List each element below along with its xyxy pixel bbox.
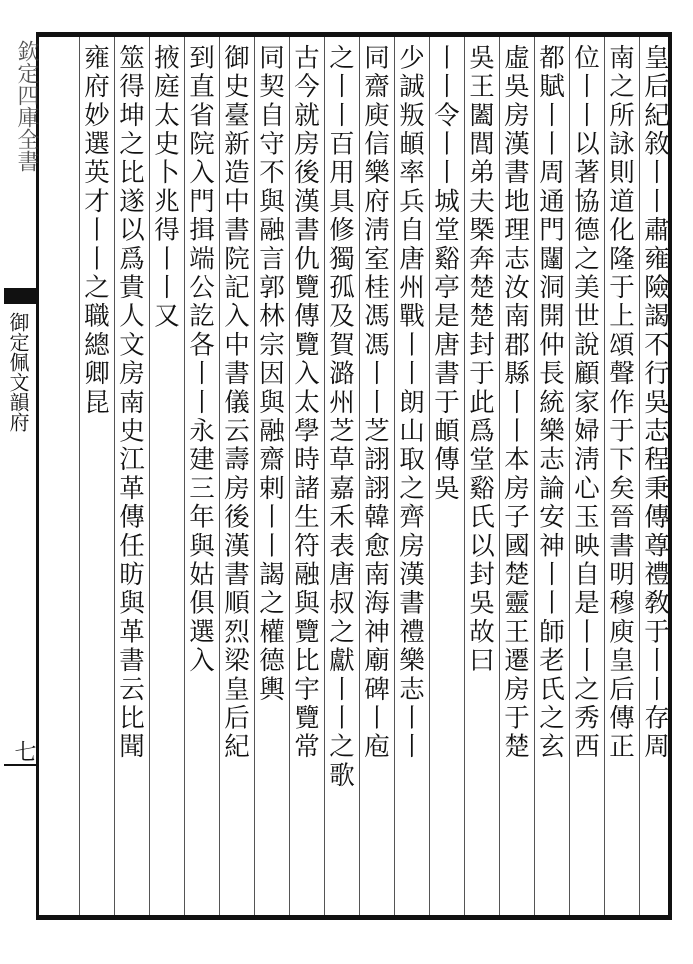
text-column: 掖庭太史卜兆得丨丨又 bbox=[150, 44, 180, 331]
frame-bottom-border bbox=[36, 915, 672, 920]
text-column: 虛吳房漢書地理志汝南郡縣丨丨本房子國楚靈王遷房于楚 bbox=[500, 44, 530, 762]
text-column: 都賦丨丨周通門闥洞開仲長統樂志論安神丨丨師老氏之玄 bbox=[535, 44, 565, 762]
text-column: 筮得坤之比遂以爲貴人文房南史江革傳任昉與革書云比聞 bbox=[115, 44, 145, 762]
page-number-rule bbox=[4, 764, 36, 766]
page-number: 七 bbox=[11, 740, 36, 762]
text-column: 吳王闔閭弟夫槩奔楚楚封于此爲堂谿氏以封吳故曰 bbox=[465, 44, 495, 676]
text-column: 同齋庾信樂府淸室桂馮馮丨丨芝詡詡韓愈南海神廟碑丨庖 bbox=[360, 44, 390, 762]
text-column: 之丨丨百用具修獨孤及賀潞州芝草嘉禾表唐叔之獻丨丨之歌 bbox=[325, 44, 355, 791]
running-head: 欽定四庫全書 bbox=[14, 40, 39, 172]
text-column: 古今就房後漢書仇覽傳覽入太學時諸生符融與覽比宇覽常 bbox=[290, 44, 320, 762]
text-column: 御史臺新造中書院記入中書儀云壽房後漢書順烈梁皇后紀 bbox=[220, 44, 250, 762]
frame-top-border bbox=[36, 32, 672, 37]
text-column: 皇后紀敘丨丨肅雍險謁不行吳志程秉傳尊禮敎于丨丨存周 bbox=[640, 44, 670, 762]
text-column: 南之所詠則道化隆于上頌聲作于下矣晉書明穆庾皇后傳正 bbox=[605, 44, 635, 762]
margin-strip bbox=[4, 40, 39, 520]
fishtail-rule bbox=[4, 300, 36, 304]
text-column: 丨丨令丨丨城堂谿亭是唐書于頔傳吳 bbox=[430, 44, 460, 504]
text-column: 到直省院入門揖端公訖各丨丨永建三年與姑俱選入 bbox=[185, 44, 215, 676]
text-column: 雍府妙選英才丨丨之職總卿昆 bbox=[80, 44, 110, 418]
text-column: 同契自守不與融言郭林宗因與融齋剌丨丨謁之權德輿 bbox=[255, 44, 285, 705]
edition-label: 御定佩文韻府 bbox=[6, 312, 30, 432]
text-column: 位丨丨以著協德之美世說顧家婦淸心玉映自是丨丨之秀西 bbox=[570, 44, 600, 762]
text-column: 少誠叛頔率兵自唐州戰丨丨朗山取之齊房漢書禮樂志丨丨 bbox=[395, 44, 425, 762]
